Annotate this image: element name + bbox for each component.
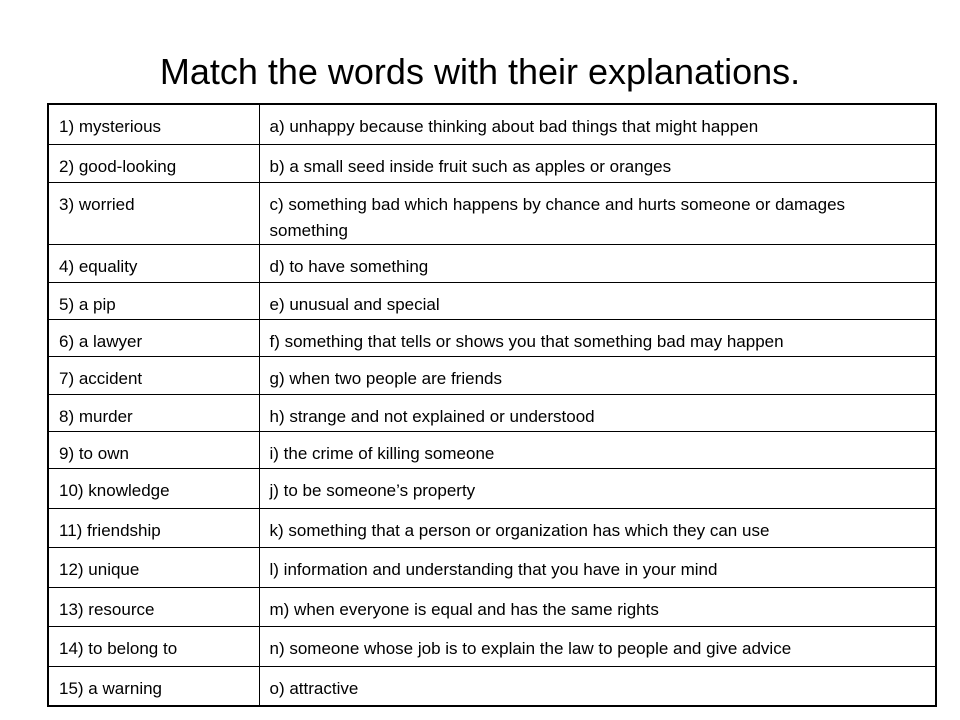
explanation-cell: g) when two people are friends	[259, 356, 936, 394]
table-row	[48, 626, 936, 666]
word-cell: 7) accident	[48, 356, 259, 394]
table-row	[48, 356, 936, 394]
word-cell: 2) good-looking	[48, 144, 259, 182]
page-title: Match the words with their explanations.	[159, 51, 801, 92]
explanation-cell: c) something bad which happens by chance and hurts someone or damages something	[259, 182, 936, 244]
explanation-cell: l) information and understanding that you have in your mind	[259, 547, 936, 587]
word-cell: 6) a lawyer	[48, 319, 259, 356]
word-cell: 3) worried	[48, 182, 259, 244]
explanation-cell: a) unhappy because thinking about bad things that might happen	[259, 104, 936, 144]
table-row	[48, 244, 936, 282]
explanation-cell: h) strange and not explained or understood	[259, 394, 936, 431]
word-cell: 12) unique	[48, 547, 259, 587]
table-row	[48, 508, 936, 547]
explanation-cell: f) something that tells or shows you that something bad may happen	[259, 319, 936, 356]
table-row	[48, 547, 936, 587]
table-row	[48, 587, 936, 626]
table-row	[48, 282, 936, 319]
table-row	[48, 144, 936, 182]
word-cell: 5) a pip	[48, 282, 259, 319]
explanation-cell: d) to have something	[259, 244, 936, 282]
table-row	[48, 468, 936, 508]
word-cell: 11) friendship	[48, 508, 259, 547]
explanation-cell: o) attractive	[259, 666, 936, 706]
explanation-cell: b) a small seed inside fruit such as apples or oranges	[259, 144, 936, 182]
table-row	[48, 319, 936, 356]
table-row	[48, 666, 936, 706]
word-cell: 4) equality	[48, 244, 259, 282]
table-row	[48, 182, 936, 244]
word-cell: 10) knowledge	[48, 468, 259, 508]
word-cell: 15) a warning	[48, 666, 259, 706]
table-row	[48, 431, 936, 468]
explanation-cell: k) something that a person or organization has which they can use	[259, 508, 936, 547]
explanation-cell: j) to be someone’s property	[259, 468, 936, 508]
table-row	[48, 394, 936, 431]
word-cell: 13) resource	[48, 587, 259, 626]
word-cell: 1) mysterious	[48, 104, 259, 144]
explanation-cell: i) the crime of killing someone	[259, 431, 936, 468]
matching-table	[47, 103, 937, 707]
explanation-cell: e) unusual and special	[259, 282, 936, 319]
word-cell: 8) murder	[48, 394, 259, 431]
explanation-cell: n) someone whose job is to explain the law to people and give advice	[259, 626, 936, 666]
word-cell: 14) to belong to	[48, 626, 259, 666]
word-cell: 9) to own	[48, 431, 259, 468]
explanation-cell: m) when everyone is equal and has the same rights	[259, 587, 936, 626]
table-row	[48, 104, 936, 144]
